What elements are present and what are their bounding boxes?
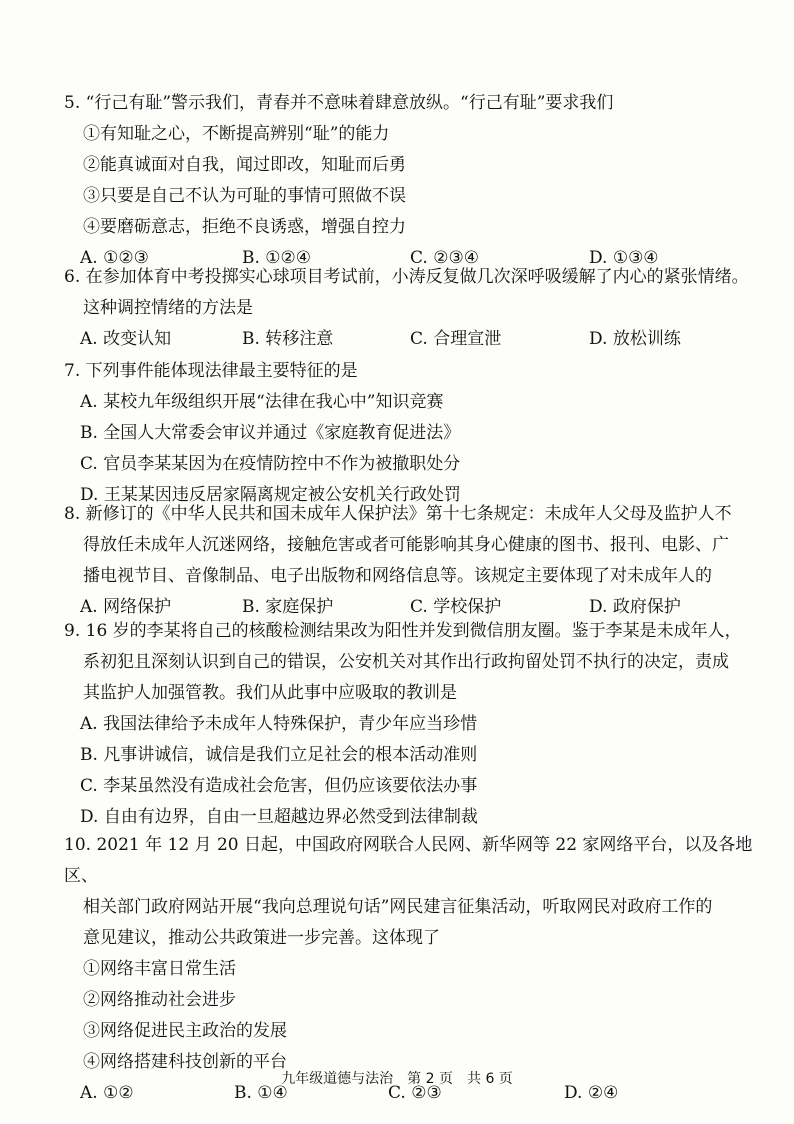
question-stem-continued: 播电视节目、音像制品、电子出版物和网络信息等。该规定主要体现了对未成年人的 — [83, 566, 712, 586]
question-stem-continued: 这种调控情绪的方法是 — [83, 298, 253, 318]
option-b: B. 全国人大常委会审议并通过《家庭教育促进法》 — [80, 423, 461, 443]
option-b: B. ①④ — [234, 1083, 288, 1103]
option-d: D. 自由有边界，自由一旦超越边界必然受到法律制裁 — [80, 807, 478, 827]
statement: ④要磨砺意志，拒绝不良诱惑，增强自控力 — [83, 217, 406, 237]
question-stem-continued: 意见建议，推动公共政策进一步完善。这体现了 — [83, 928, 440, 948]
statement: ②网络推动社会进步 — [83, 990, 236, 1010]
option-c: C. 李某虽然没有造成社会危害，但仍应该要依法办事 — [80, 776, 478, 796]
option-b: B. ①②④ — [242, 248, 312, 268]
question-stem: 7. 下列事件能体现法律最主要特征的是 — [64, 361, 358, 381]
question-6 — [64, 262, 754, 355]
question-7 — [64, 356, 754, 511]
option-c: C. 合理宣泄 — [410, 329, 502, 349]
option-d: D. ①③④ — [589, 248, 659, 268]
option-a: A. ①② — [80, 1083, 134, 1103]
option-a: A. 我国法律给予未成年人特殊保护，青少年应当珍惜 — [80, 714, 478, 734]
question-stem: 5. “行己有耻”警示我们，青春并不意味着肆意放纵。“行己有耻”要求我们 — [64, 93, 614, 113]
option-a: A. 改变认知 — [80, 329, 172, 349]
option-d: D. 王某某因违反居家隔离规定被公安机关行政处罚 — [80, 485, 461, 505]
question-stem-continued: 得放任未成年人沉迷网络，接触危害或者可能影响其身心健康的图书、报刊、电影、广 — [83, 535, 729, 555]
option-d: D. 政府保护 — [589, 597, 681, 617]
option-a: A. 网络保护 — [80, 597, 172, 617]
option-c: C. 官员李某某因为在疫情防控中不作为被撤职处分 — [80, 454, 461, 474]
statement: ①网络丰富日常生活 — [83, 959, 236, 979]
page-footer: 九年级道德与法治 第 2 页 共 6 页 — [281, 1071, 513, 1087]
option-d: D. 放松训练 — [589, 329, 681, 349]
question-stem: 9. 16 岁的李某将自己的核酸检测结果改为阳性并发到微信朋友圈。鉴于李某是未成年人， — [64, 621, 742, 641]
option-a: A. ①②③ — [80, 248, 149, 268]
statement: ①有知耻之心，不断提高辨别“耻”的能力 — [83, 124, 390, 144]
question-8 — [64, 499, 754, 623]
option-b: B. 转移注意 — [242, 329, 334, 349]
answer-options — [64, 324, 754, 355]
question-stem-continued: 相关部门政府网站开展“我向总理说句话”网民建言征集活动，听取网民对政府工作的 — [83, 897, 713, 917]
option-b: B. 凡事讲诚信，诚信是我们立足社会的根本活动准则 — [80, 745, 478, 765]
statement: ④网络搭建科技创新的平台 — [83, 1052, 287, 1072]
question-stem-continued: 系初犯且深刻认识到自己的错误，公安机关对其作出行政拘留处罚不执行的决定，责成 — [83, 652, 729, 672]
question-stem-continued: 其监护人加强管教。我们从此事中应吸取的教训是 — [83, 683, 457, 703]
statement: ②能真诚面对自我，闻过即改，知耻而后勇 — [83, 155, 406, 175]
option-c: C. ②③④ — [410, 248, 479, 268]
statement: ③只要是自己不认为可耻的事情可照做不误 — [83, 186, 406, 206]
question-stem: 10. 2021 年 12 月 20 日起，中国政府网联合人民网、新华网等 22 家网络平台，以及各地区、 — [64, 835, 753, 886]
option-b: B. 家庭保护 — [242, 597, 334, 617]
option-c: C. ②③ — [388, 1083, 442, 1103]
question-stem: 8. 新修订的《中华人民共和国未成年人保护法》第十七条规定：未成年人父母及监护人不 — [64, 504, 732, 524]
question-stem: 6. 在参加体育中考投掷实心球项目考试前，小涛反复做几次深呼吸缓解了内心的紧张情绪。 — [64, 267, 749, 287]
option-a: A. 某校九年级组织开展“法律在我心中”知识竞赛 — [80, 392, 444, 412]
question-9 — [64, 616, 754, 833]
question-5 — [64, 88, 754, 274]
option-d: D. ②④ — [564, 1083, 619, 1103]
statement: ③网络促进民主政治的发展 — [83, 1021, 287, 1041]
option-c: C. 学校保护 — [410, 597, 502, 617]
